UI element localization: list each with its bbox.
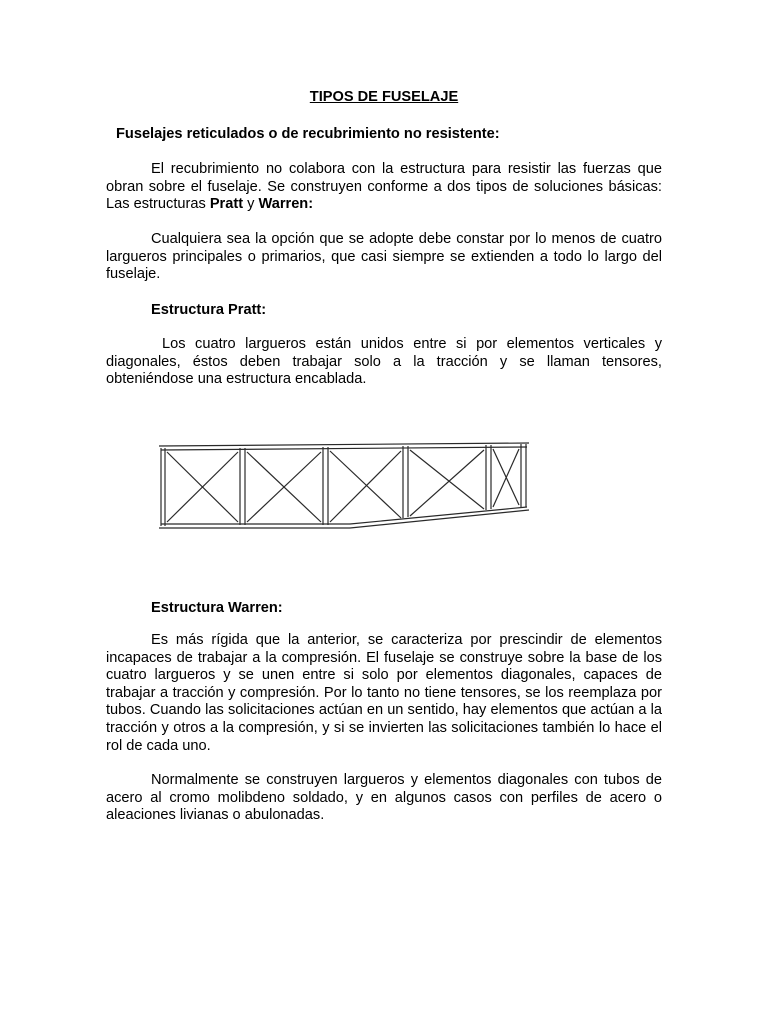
warren-term: Warren:	[258, 196, 314, 213]
bottom-longeron-inner-right	[350, 507, 527, 524]
pratt-truss-diagram	[155, 438, 535, 538]
section-subtitle: Fuselajes reticulados o de recubrimiento no resistente:	[116, 126, 500, 142]
diagonal-4b	[410, 450, 484, 516]
document-title: TIPOS DE FUSELAJE	[309, 89, 459, 105]
paragraph-intro	[106, 161, 662, 214]
paragraph-materials: Normalmente se construyen largueros y elementos diagonales con tubos de acero al cromo molibdeno soldado, y en algunos casos con perfiles de acero o aleaciones livianas o abulonadas.	[106, 772, 662, 824]
bottom-longeron-outer-right	[350, 510, 529, 528]
top-longeron-outer	[159, 443, 529, 446]
diagonal-4a	[410, 450, 484, 509]
paragraph-warren: Es más rígida que la anterior, se caracteriza por prescindir de elementos incapaces de trabajar a la compresión. El fuselaje se construye sobre la base de los cuatro largueros y se unen entre si solo por elementos diagonales, capaces de trabajar a tracción y compresión. Por lo tanto no tiene tensores, se los reemplaza por tubos. Cuando las solicitaciones actúan en un sentido, hay elementos que actúan a la tracción y otros a la compresión, y si se invierten las solicitaciones también lo hace el rol de cada uno.	[106, 632, 662, 754]
paragraph-pratt: Los cuatro largueros están unidos entre si por elementos verticales y diagonales, éstos deben trabajar solo a la tracción y se llaman tensores, obteniéndose una estructura encablada.	[106, 336, 662, 388]
heading-warren: Estructura Warren:	[151, 600, 283, 616]
paragraph-largueros: Cualquiera sea la opción que se adopte debe constar por lo menos de cuatro largueros principales o primarios, que casi siempre se extienden a todo lo largo del fuselaje.	[106, 231, 662, 283]
paragraph-intro-text: El recubrimiento no colabora con la estructura para resistir las fuerzas que obran sobre el fuselaje. Se construyen conforme a dos tipos de soluciones básicas: Las estructuras	[106, 161, 662, 213]
top-longeron-inner	[161, 447, 527, 450]
heading-pratt: Estructura Pratt:	[151, 302, 267, 318]
conjunction-text: y	[243, 196, 259, 213]
pratt-term: Pratt	[209, 196, 244, 213]
